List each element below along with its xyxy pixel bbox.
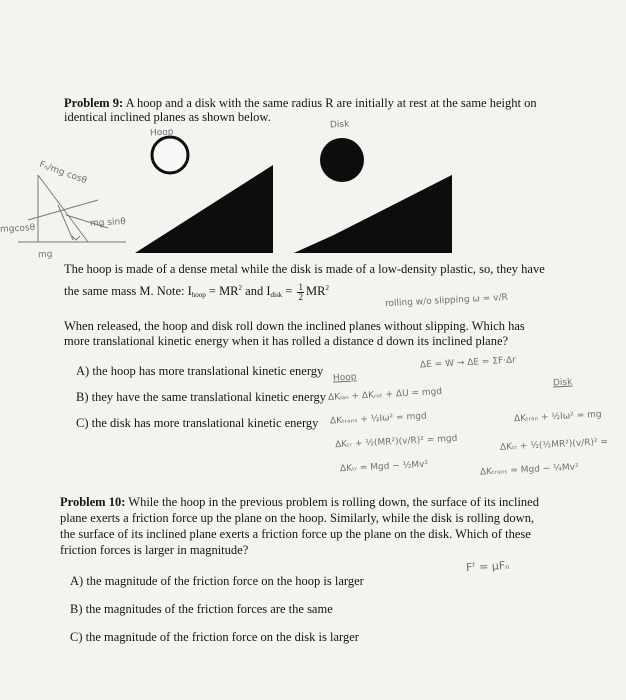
problem9-line1	[64, 96, 537, 111]
hoop-equation-4: ΔKₜᵣ = Mgd − ½Mv²	[339, 459, 429, 475]
disk-equation-2: ΔKₜᵣ + ½(½MR²)(v/R)² =	[499, 437, 609, 453]
hoop-equation-1: ΔKₗₐₙ + ΔKᵣₒₜ + ΔU = mgd	[327, 387, 443, 403]
problem9-para3-line1: When released, the hoop and disk roll down the inclined planes without slipping. Which has	[64, 319, 525, 333]
disk-work-label: Disk	[552, 377, 573, 389]
problem10-line1	[60, 495, 539, 510]
hoop-equation-2: ΔKₜᵣₐₙₛ + ½Iω² = mgd	[329, 411, 427, 427]
hoop-subscript: hoop	[191, 291, 206, 300]
normal-force-note: Fₙ/mg cosθ	[37, 159, 89, 187]
mg-note: mg	[37, 249, 53, 261]
problem9-option-c[interactable]: C) the disk has more translational kinetic energy	[76, 416, 319, 430]
square-superscript: 2	[238, 284, 243, 292]
fraction-denominator: 2	[298, 291, 303, 302]
note-eq: =	[282, 284, 296, 299]
problem10-line4: friction forces is larger in magnitude?	[60, 543, 249, 557]
problem9-para3-line2: more translational kinetic energy when it has rolled a distance d down its inclined plane?	[64, 334, 509, 348]
note-prefix: the same mass M. Note: I	[64, 284, 192, 299]
problem9-label: Problem 9:	[64, 96, 124, 110]
fraction-numerator: 1	[298, 281, 303, 292]
square-superscript-2: 2	[325, 284, 329, 292]
disk-equation-1: ΔKₜᵣₐₙ + ½Iω² = mg	[513, 409, 602, 425]
problem9-option-a[interactable]: A) the hoop has more translational kinetic energy	[76, 364, 324, 378]
problem9-text1: A hoop and a disk with the same radius R are initially at rest at the same height on	[123, 96, 537, 110]
problem9-para2-line1: The hoop is made of a dense metal while the disk is made of a low-density plastic, so, they have	[64, 262, 545, 276]
problem10-text1: While the hoop in the previous problem is rolling down, the surface of its inclined	[125, 495, 539, 509]
problem10-line3: the surface of its inclined plane exerts a friction force up the plane on the disk. Which of these	[60, 527, 531, 541]
note-end: MR	[305, 284, 326, 299]
hoop-work-label: Hoop	[332, 372, 357, 384]
disk-subscript: disk	[270, 291, 283, 300]
hoop-label-handwritten: Hoop	[149, 127, 174, 139]
hoop-incline-diagram	[135, 125, 275, 255]
mgcos-note: mgcosθ	[0, 223, 36, 235]
friction-note: Fᶠ = μFₙ	[465, 558, 510, 575]
problem10-option-c[interactable]: C) the magnitude of the friction force on the disk is larger	[70, 630, 359, 644]
problem9-option-b[interactable]: B) they have the same translational kinetic energy	[76, 390, 327, 404]
energy-work-note: ΔE = W → ΔE = ΣF·Δr	[419, 355, 517, 371]
disk-incline-diagram	[294, 125, 454, 255]
note-and: and I	[242, 284, 271, 299]
moment-of-inertia-note	[64, 281, 329, 303]
problem10-option-a[interactable]: A) the magnitude of the friction force on the hoop is larger	[70, 574, 364, 588]
mgsin-note: mg sinθ	[89, 217, 126, 229]
problem10-line2: plane exerts a friction force up the plane on the hoop. Similarly, while the disk is rolling down,	[60, 511, 535, 525]
problem10-option-b[interactable]: B) the magnitudes of the friction forces are the same	[70, 602, 333, 616]
disk-label-handwritten: Disk	[329, 119, 350, 131]
disk-equation-3: ΔKₜᵣₐₙₛ = Mgd − ¼Mv²	[479, 462, 579, 478]
rolling-note: rolling w/o slipping ω = v/R	[384, 292, 509, 310]
problem10-label: Problem 10:	[60, 495, 126, 509]
hoop-equation-3: ΔKₜᵣ + ½(MR²)(v/R)² = mgd	[334, 433, 458, 451]
one-half-fraction	[297, 283, 304, 302]
problem9-line2: identical inclined planes as shown below.	[64, 110, 271, 124]
note-mid: = MR	[205, 284, 239, 299]
